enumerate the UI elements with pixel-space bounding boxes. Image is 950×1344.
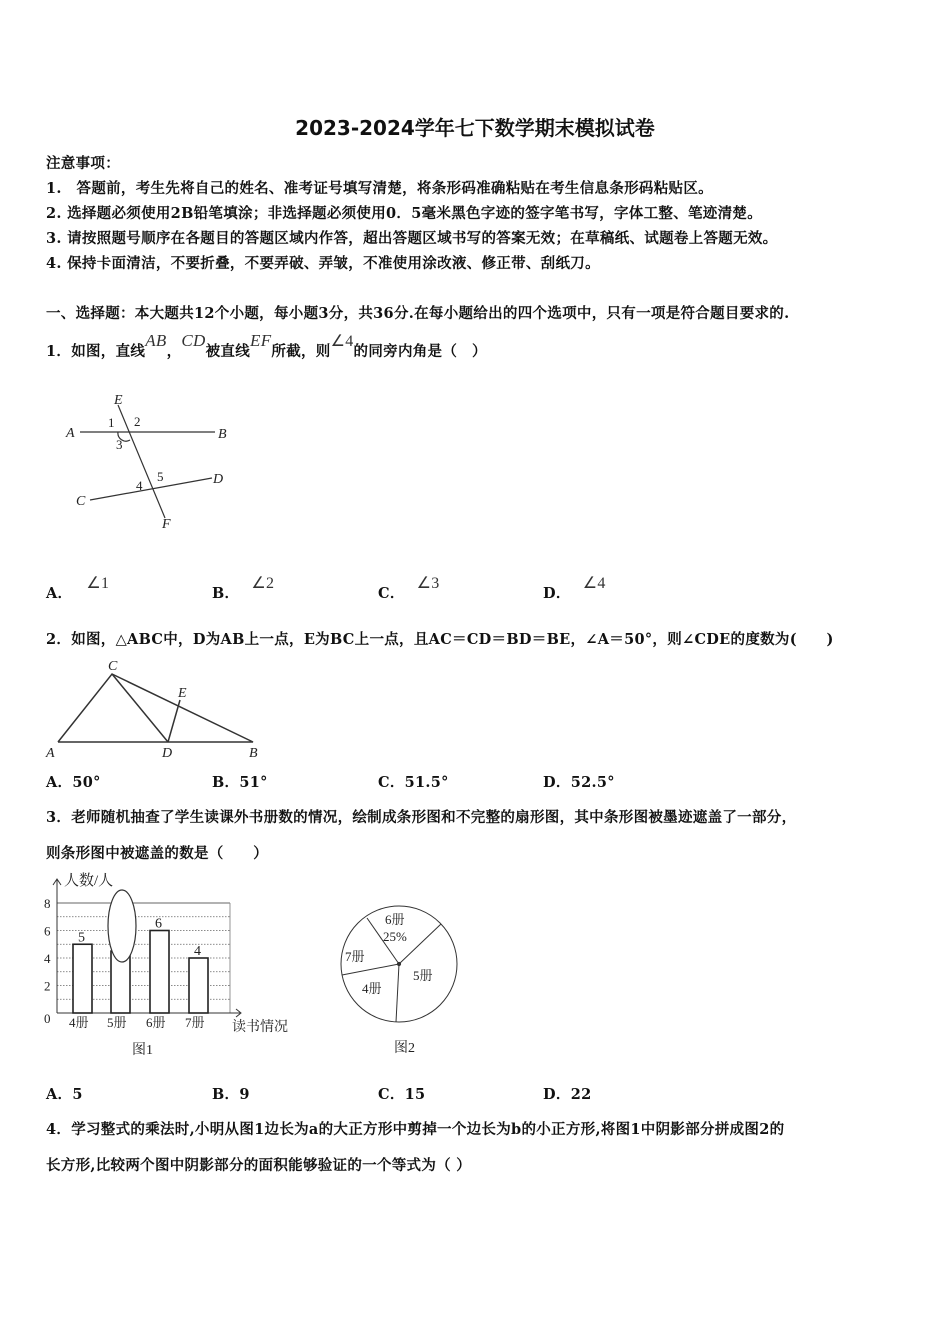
label-5: 5 [157,469,164,484]
y-tick-label: 6 [44,923,51,939]
page-title: 2023-2024学年七下数学期末模拟试卷 [295,116,655,140]
label-d: D [162,746,173,761]
pie-label: 7册 [345,949,365,964]
option-value: ∠4 [582,575,606,592]
bar-value-label: 4 [194,944,201,959]
bar-chart [44,872,288,1058]
q3-option-d[interactable] [543,1083,591,1104]
figure-caption: 图2 [394,1041,415,1056]
note-item: 1. 答题前，考生先将自己的姓名、准考证号填写清楚，将条形码准确粘贴在考生信息条形码粘贴区。 [46,180,713,197]
q1-angle: ∠4 [330,333,354,350]
q1-text: 的同旁内角是（ ） [353,343,487,360]
q1-option-d[interactable] [543,575,606,603]
y-tick-label: 4 [44,951,51,966]
question-4-line1: 4．学习整式的乘法时,小明从图1边长为a的大正方形中剪掉一个边长为b的小正方形,将图1中阴影部分拼成图2的 [46,1121,785,1138]
notes-heading: 注意事项： [46,155,120,172]
label-a: A [46,746,55,761]
bar [150,931,169,1014]
ink-blot [108,890,136,962]
x-tick-label: 7册 [185,1015,205,1030]
label-a: A [66,426,75,441]
bar-value-label: 5 [78,930,85,946]
q2-option-a[interactable] [46,771,101,792]
option-value: 52.5° [570,774,615,791]
q1-option-c[interactable] [378,575,440,603]
option-value: 22 [570,1086,592,1103]
label-c: C [108,659,118,674]
q1-text: 1．如图，直线 [46,343,146,360]
q3-option-c[interactable] [378,1083,425,1104]
x-tick-label: 6册 [146,1015,166,1030]
y-tick-label: 8 [44,896,51,911]
option-value: ∠1 [86,575,110,592]
question-4-line2: 长方形,比较两个图中阴影部分的面积能够验证的一个等式为（ ） [46,1157,472,1174]
y-tick-label: 2 [44,978,51,994]
q1-ef: EF [250,331,272,350]
q1-option-b[interactable] [212,575,275,603]
option-key: B． [212,774,240,791]
option-value: ∠2 [251,575,275,592]
option-value: ∠3 [416,575,440,592]
x-tick-label: 4册 [69,1015,89,1030]
option-value: 9 [239,1086,250,1103]
q1-text: 所截，则 [271,343,331,360]
option-key: D． [543,1086,571,1103]
pie-label: 25% [383,929,407,944]
q1-cd: CD [181,331,206,350]
q1-text: ， [166,343,182,360]
option-key: C． [378,585,405,602]
option-key: A． [46,774,73,791]
label-e: E [114,393,123,408]
bar [189,958,208,1013]
option-key: B． [212,585,240,602]
option-value: 15 [404,1086,426,1103]
option-value: 51.5° [404,774,449,791]
q3-option-a[interactable] [46,1083,83,1104]
label-d: D [213,472,224,487]
q2-option-b[interactable] [212,771,268,792]
option-key: A． [46,1086,73,1103]
x-axis-label: 读书情况 [232,1020,288,1035]
y-tick-label: 0 [44,1011,51,1026]
pie-label: 4册 [362,981,382,996]
option-key: D． [543,585,571,602]
q1-option-a[interactable] [46,575,110,603]
label-c: C [76,494,86,509]
label-f: F [162,517,171,532]
bar [73,944,92,1013]
option-key: D． [543,774,571,791]
x-tick-label: 5册 [107,1015,127,1030]
note-item: 3. 请按照题号顺序在各题目的答题区域内作答，超出答题区域书写的答案无效；在草稿纸、试题卷上答题无效。 [46,230,778,247]
label-4: 4 [136,478,143,493]
pie-label: 6册 [385,912,405,927]
option-value: 51° [239,774,268,791]
bar-value-label: 6 [155,916,162,932]
question-3-line1: 3．老师随机抽查了学生读课外书册数的情况，绘制成条形图和不完整的扇形图，其中条形图被墨迹遮盖了一部分， [46,809,797,826]
note-item: 2. 选择题必须使用2B铅笔填涂；非选择题必须使用0．5毫米黑色字迹的签字笔书写，字体工整、笔迹清楚。 [46,205,763,222]
option-key: A． [46,585,73,602]
label-b: B [249,746,258,761]
q2-option-d[interactable] [543,771,615,792]
q1-ab: AB [145,331,167,350]
label-2: 2 [134,414,141,429]
note-item: 4. 保持卡面清洁，不要折叠，不要弄破、弄皱，不准使用涂改液、修正带、刮纸刀。 [46,255,600,272]
q3-option-b[interactable] [212,1083,250,1104]
option-key: C． [378,1086,405,1103]
q1-text: 被直线 [205,343,251,360]
option-key: B． [212,1086,240,1103]
pie-label: 5册 [413,968,433,983]
label-b: B [218,427,227,442]
section-heading: 一、选择题：本大题共12个小题，每小题3分，共36分.在每小题给出的四个选项中，只有一项是符合题目要求的. [46,305,790,322]
label-e: E [178,686,187,701]
question-3-line2: 则条形图中被遮盖的数是（ ） [46,845,268,862]
option-value: 5 [72,1086,83,1103]
option-key: C． [378,774,405,791]
q2-option-c[interactable] [378,771,449,792]
option-value: 50° [72,774,101,791]
question-2: 2．如图，△ABC中，D为AB上一点，E为BC上一点，且AC＝CD＝BD＝BE，∠A＝50°，则∠CDE的度数为( ) [46,631,834,648]
label-1: 1 [108,415,115,430]
y-axis-label: 人数/人 [64,873,114,889]
figure-caption: 图1 [132,1043,153,1058]
label-3: 3 [116,437,123,452]
